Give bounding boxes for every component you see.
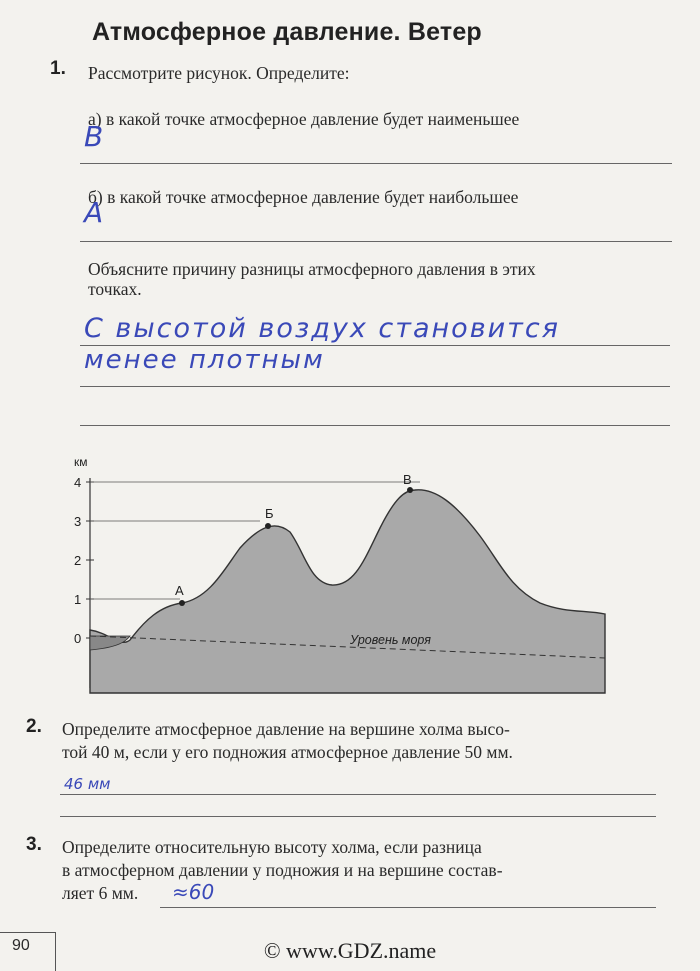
point-a-marker bbox=[179, 600, 185, 606]
answer-line bbox=[80, 163, 672, 164]
question-1a-answer: В bbox=[84, 120, 106, 153]
question-1-explain-line1: Объясните причину разницы атмосферного давления в этих bbox=[88, 259, 536, 279]
answer-line bbox=[80, 241, 672, 242]
question-1-explain-answer-line1: С высотой воздух становится bbox=[84, 313, 560, 344]
tick-label-0: 0 bbox=[74, 631, 82, 646]
tick-label-3: 3 bbox=[74, 514, 82, 529]
sea-level-label: Уровень моря bbox=[350, 633, 431, 647]
question-2-answer: 46 мм bbox=[64, 775, 111, 793]
point-a-label: А bbox=[175, 583, 184, 598]
footer-watermark: © www.GDZ.name bbox=[263, 938, 437, 963]
answer-line bbox=[60, 816, 656, 817]
question-1-number: 1. bbox=[50, 58, 66, 79]
question-1-explain-line2: точках. bbox=[88, 279, 142, 299]
question-1b-answer: А bbox=[84, 196, 106, 229]
question-3-line1: Определите относительную высоту холма, если разница bbox=[62, 837, 482, 857]
question-3-line2: в атмосферном давлении у подножия и на вершине состав- bbox=[62, 860, 503, 880]
question-2-line1: Определите атмосферное давление на вершине холма высо- bbox=[62, 719, 510, 739]
answer-line bbox=[60, 794, 656, 795]
question-3-answer: ≈60 bbox=[172, 880, 215, 904]
answer-line bbox=[80, 425, 670, 426]
page-title: Атмосферное давление. Ветер bbox=[92, 18, 482, 46]
page-number: 90 bbox=[0, 932, 56, 971]
answer-line bbox=[160, 907, 656, 908]
question-3-line3: ляет 6 мм. bbox=[62, 883, 139, 903]
question-2-line2: той 40 м, если у его подножия атмосферное давление 50 мм. bbox=[62, 742, 513, 762]
question-3-number: 3. bbox=[26, 834, 42, 855]
question-1-explain-answer-line2: менее плотным bbox=[84, 345, 325, 375]
point-b-label: Б bbox=[265, 506, 274, 521]
point-v-label: В bbox=[403, 472, 412, 487]
question-1-prompt: Рассмотрите рисунок. Определите: bbox=[88, 63, 350, 83]
question-1a-text: а) в какой точке атмосферное давление будет наименьшее bbox=[88, 109, 520, 129]
point-v-marker bbox=[407, 487, 413, 493]
answer-line bbox=[80, 386, 670, 387]
tick-label-1: 1 bbox=[74, 592, 82, 607]
tick-label-2: 2 bbox=[74, 553, 82, 568]
relief-profile-figure bbox=[60, 448, 620, 698]
tick-label-4: 4 bbox=[74, 475, 82, 490]
question-2-number: 2. bbox=[26, 716, 42, 737]
point-b-marker bbox=[265, 523, 271, 529]
terrain-profile bbox=[90, 490, 605, 693]
axis-unit-label: км bbox=[74, 455, 88, 469]
question-1b-text: б) в какой точке атмосферное давление будет наибольшее bbox=[88, 187, 519, 207]
